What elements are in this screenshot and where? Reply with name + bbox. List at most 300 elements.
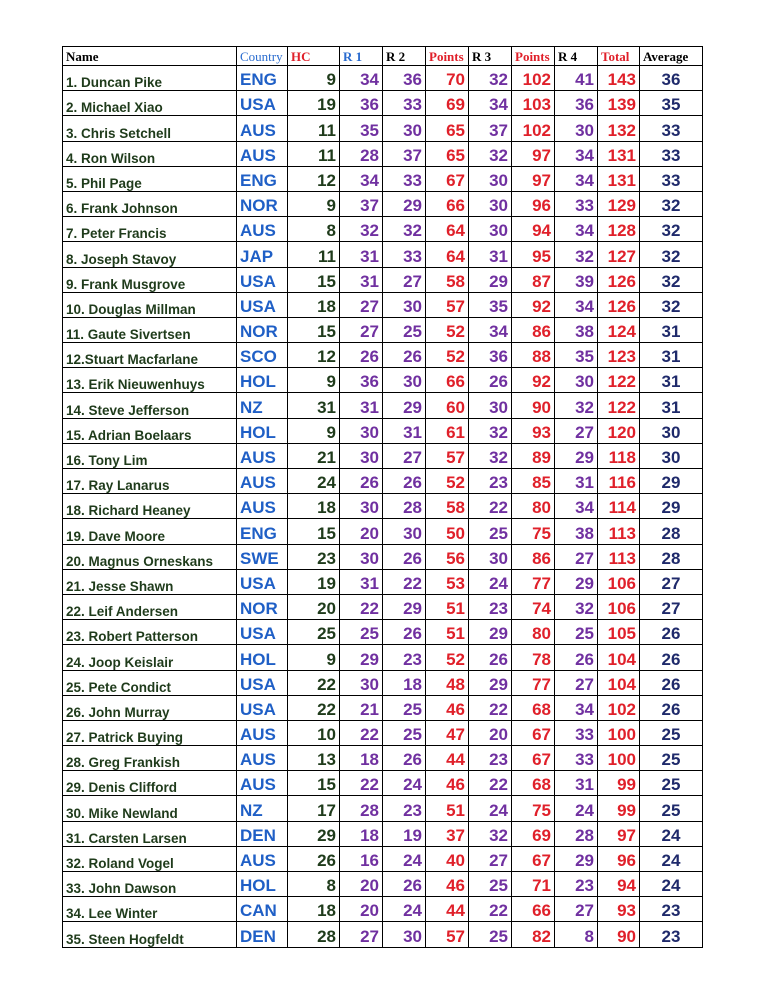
round-3-cell: 30 — [469, 166, 512, 191]
table-row — [63, 217, 703, 242]
header-name: Name — [63, 47, 237, 66]
table-row — [63, 368, 703, 393]
average-cell: 32 — [640, 292, 703, 317]
average-cell: 33 — [640, 141, 703, 166]
round-4-cell: 34 — [555, 217, 598, 242]
country-cell: USA — [237, 91, 288, 116]
table-row — [63, 594, 703, 619]
header-hc: HC — [288, 47, 340, 66]
country-cell: USA — [237, 292, 288, 317]
header-average: Average — [640, 47, 703, 66]
average-cell: 33 — [640, 166, 703, 191]
average-cell: 30 — [640, 418, 703, 443]
table-row — [63, 544, 703, 569]
average-cell: 27 — [640, 594, 703, 619]
player-name-cell: 16. Tony Lim — [63, 443, 237, 468]
results-table — [62, 46, 703, 948]
total-cell: 106 — [598, 594, 640, 619]
points-1-cell: 51 — [426, 620, 469, 645]
round-1-cell: 26 — [340, 343, 383, 368]
round-1-cell: 18 — [340, 821, 383, 846]
handicap-cell: 19 — [288, 91, 340, 116]
points-1-cell: 60 — [426, 393, 469, 418]
handicap-cell: 20 — [288, 594, 340, 619]
round-1-cell: 18 — [340, 746, 383, 771]
round-4-cell: 23 — [555, 872, 598, 897]
player-name-cell: 17. Ray Lanarus — [63, 469, 237, 494]
points-1-cell: 53 — [426, 569, 469, 594]
round-2-cell: 26 — [383, 544, 426, 569]
total-cell: 94 — [598, 872, 640, 897]
total-cell: 102 — [598, 695, 640, 720]
round-1-cell: 28 — [340, 796, 383, 821]
country-cell: ENG — [237, 66, 288, 91]
average-cell: 23 — [640, 922, 703, 947]
round-3-cell: 29 — [469, 620, 512, 645]
round-2-cell: 29 — [383, 393, 426, 418]
average-cell: 27 — [640, 569, 703, 594]
points-2-cell: 80 — [512, 620, 555, 645]
points-1-cell: 52 — [426, 317, 469, 342]
handicap-cell: 28 — [288, 922, 340, 947]
points-1-cell: 69 — [426, 91, 469, 116]
round-3-cell: 37 — [469, 116, 512, 141]
table-row — [63, 116, 703, 141]
round-2-cell: 27 — [383, 267, 426, 292]
round-3-cell: 29 — [469, 670, 512, 695]
round-1-cell: 34 — [340, 166, 383, 191]
average-cell: 28 — [640, 544, 703, 569]
total-cell: 124 — [598, 317, 640, 342]
player-name-cell: 35. Steen Hogfeldt — [63, 922, 237, 947]
points-2-cell: 67 — [512, 746, 555, 771]
round-2-cell: 23 — [383, 645, 426, 670]
round-3-cell: 35 — [469, 292, 512, 317]
total-cell: 114 — [598, 494, 640, 519]
country-cell: SCO — [237, 343, 288, 368]
average-cell: 36 — [640, 66, 703, 91]
round-4-cell: 8 — [555, 922, 598, 947]
points-2-cell: 67 — [512, 846, 555, 871]
table-row — [63, 191, 703, 216]
round-1-cell: 21 — [340, 695, 383, 720]
header-round-2: R 2 — [383, 47, 426, 66]
player-name-cell: 28. Greg Frankish — [63, 746, 237, 771]
header-points-2: Points — [512, 47, 555, 66]
player-name-cell: 12.Stuart Macfarlane — [63, 343, 237, 368]
total-cell: 104 — [598, 670, 640, 695]
round-2-cell: 30 — [383, 519, 426, 544]
total-cell: 139 — [598, 91, 640, 116]
total-cell: 104 — [598, 645, 640, 670]
total-cell: 131 — [598, 141, 640, 166]
round-4-cell: 30 — [555, 116, 598, 141]
round-4-cell: 34 — [555, 141, 598, 166]
table-row — [63, 343, 703, 368]
table-row — [63, 443, 703, 468]
round-1-cell: 20 — [340, 897, 383, 922]
points-2-cell: 75 — [512, 519, 555, 544]
round-2-cell: 33 — [383, 166, 426, 191]
total-cell: 126 — [598, 292, 640, 317]
header-round-1: R 1 — [340, 47, 383, 66]
round-4-cell: 29 — [555, 443, 598, 468]
player-name-cell: 2. Michael Xiao — [63, 91, 237, 116]
round-4-cell: 32 — [555, 594, 598, 619]
country-cell: AUS — [237, 116, 288, 141]
handicap-cell: 9 — [288, 418, 340, 443]
round-4-cell: 34 — [555, 292, 598, 317]
round-4-cell: 34 — [555, 695, 598, 720]
points-2-cell: 71 — [512, 872, 555, 897]
average-cell: 24 — [640, 846, 703, 871]
total-cell: 123 — [598, 343, 640, 368]
round-2-cell: 33 — [383, 242, 426, 267]
average-cell: 25 — [640, 796, 703, 821]
round-3-cell: 23 — [469, 469, 512, 494]
average-cell: 32 — [640, 267, 703, 292]
total-cell: 105 — [598, 620, 640, 645]
table-row — [63, 242, 703, 267]
points-2-cell: 78 — [512, 645, 555, 670]
points-2-cell: 82 — [512, 922, 555, 947]
player-name-cell: 6. Frank Johnson — [63, 191, 237, 216]
handicap-cell: 13 — [288, 746, 340, 771]
table-row — [63, 872, 703, 897]
player-name-cell: 22. Leif Andersen — [63, 594, 237, 619]
points-1-cell: 56 — [426, 544, 469, 569]
round-4-cell: 38 — [555, 519, 598, 544]
round-1-cell: 22 — [340, 720, 383, 745]
round-1-cell: 20 — [340, 872, 383, 897]
round-3-cell: 32 — [469, 66, 512, 91]
round-3-cell: 31 — [469, 242, 512, 267]
points-1-cell: 46 — [426, 771, 469, 796]
points-2-cell: 69 — [512, 821, 555, 846]
player-name-cell: 29. Denis Clifford — [63, 771, 237, 796]
round-1-cell: 34 — [340, 66, 383, 91]
average-cell: 24 — [640, 821, 703, 846]
round-4-cell: 39 — [555, 267, 598, 292]
total-cell: 97 — [598, 821, 640, 846]
points-1-cell: 58 — [426, 267, 469, 292]
average-cell: 32 — [640, 191, 703, 216]
table-row — [63, 267, 703, 292]
round-1-cell: 31 — [340, 393, 383, 418]
round-1-cell: 27 — [340, 922, 383, 947]
country-cell: ENG — [237, 166, 288, 191]
country-cell: NZ — [237, 796, 288, 821]
points-2-cell: 66 — [512, 897, 555, 922]
total-cell: 113 — [598, 519, 640, 544]
round-4-cell: 27 — [555, 897, 598, 922]
points-1-cell: 65 — [426, 116, 469, 141]
table-row — [63, 670, 703, 695]
table-row — [63, 620, 703, 645]
total-cell: 96 — [598, 846, 640, 871]
points-1-cell: 58 — [426, 494, 469, 519]
handicap-cell: 19 — [288, 569, 340, 594]
points-2-cell: 77 — [512, 569, 555, 594]
points-2-cell: 92 — [512, 292, 555, 317]
player-name-cell: 26. John Murray — [63, 695, 237, 720]
country-cell: AUS — [237, 720, 288, 745]
handicap-cell: 11 — [288, 116, 340, 141]
round-2-cell: 26 — [383, 469, 426, 494]
round-4-cell: 30 — [555, 368, 598, 393]
table-row — [63, 695, 703, 720]
round-4-cell: 31 — [555, 771, 598, 796]
total-cell: 132 — [598, 116, 640, 141]
average-cell: 35 — [640, 91, 703, 116]
average-cell: 31 — [640, 368, 703, 393]
total-cell: 100 — [598, 746, 640, 771]
player-name-cell: 8. Joseph Stavoy — [63, 242, 237, 267]
player-name-cell: 14. Steve Jefferson — [63, 393, 237, 418]
average-cell: 23 — [640, 897, 703, 922]
round-4-cell: 35 — [555, 343, 598, 368]
round-4-cell: 26 — [555, 645, 598, 670]
round-2-cell: 30 — [383, 368, 426, 393]
table-row — [63, 418, 703, 443]
total-cell: 120 — [598, 418, 640, 443]
points-2-cell: 74 — [512, 594, 555, 619]
round-1-cell: 16 — [340, 846, 383, 871]
points-2-cell: 96 — [512, 191, 555, 216]
points-2-cell: 87 — [512, 267, 555, 292]
average-cell: 32 — [640, 242, 703, 267]
points-1-cell: 70 — [426, 66, 469, 91]
header-round-4: R 4 — [555, 47, 598, 66]
handicap-cell: 8 — [288, 872, 340, 897]
points-1-cell: 46 — [426, 695, 469, 720]
handicap-cell: 22 — [288, 670, 340, 695]
round-4-cell: 32 — [555, 393, 598, 418]
round-3-cell: 30 — [469, 191, 512, 216]
round-1-cell: 22 — [340, 771, 383, 796]
average-cell: 26 — [640, 645, 703, 670]
player-name-cell: 34. Lee Winter — [63, 897, 237, 922]
total-cell: 128 — [598, 217, 640, 242]
points-1-cell: 40 — [426, 846, 469, 871]
round-2-cell: 29 — [383, 594, 426, 619]
handicap-cell: 11 — [288, 242, 340, 267]
player-name-cell: 33. John Dawson — [63, 872, 237, 897]
table-row — [63, 317, 703, 342]
points-1-cell: 64 — [426, 217, 469, 242]
table-row — [63, 66, 703, 91]
points-1-cell: 65 — [426, 141, 469, 166]
round-3-cell: 26 — [469, 368, 512, 393]
round-4-cell: 27 — [555, 670, 598, 695]
header-country: Country — [237, 47, 288, 66]
round-4-cell: 29 — [555, 569, 598, 594]
total-cell: 118 — [598, 443, 640, 468]
player-name-cell: 1. Duncan Pike — [63, 66, 237, 91]
total-cell: 129 — [598, 191, 640, 216]
round-4-cell: 34 — [555, 494, 598, 519]
header-row — [63, 47, 703, 66]
round-3-cell: 32 — [469, 141, 512, 166]
handicap-cell: 31 — [288, 393, 340, 418]
round-4-cell: 24 — [555, 796, 598, 821]
points-2-cell: 102 — [512, 116, 555, 141]
total-cell: 90 — [598, 922, 640, 947]
round-1-cell: 30 — [340, 443, 383, 468]
country-cell: NZ — [237, 393, 288, 418]
round-1-cell: 22 — [340, 594, 383, 619]
round-3-cell: 32 — [469, 418, 512, 443]
player-name-cell: 27. Patrick Buying — [63, 720, 237, 745]
round-1-cell: 28 — [340, 141, 383, 166]
round-1-cell: 25 — [340, 620, 383, 645]
average-cell: 31 — [640, 343, 703, 368]
points-1-cell: 57 — [426, 922, 469, 947]
round-3-cell: 25 — [469, 872, 512, 897]
points-2-cell: 75 — [512, 796, 555, 821]
handicap-cell: 9 — [288, 66, 340, 91]
total-cell: 100 — [598, 720, 640, 745]
average-cell: 31 — [640, 393, 703, 418]
handicap-cell: 26 — [288, 846, 340, 871]
round-4-cell: 41 — [555, 66, 598, 91]
country-cell: HOL — [237, 418, 288, 443]
round-2-cell: 19 — [383, 821, 426, 846]
handicap-cell: 15 — [288, 267, 340, 292]
country-cell: AUS — [237, 469, 288, 494]
round-4-cell: 27 — [555, 544, 598, 569]
table-row — [63, 519, 703, 544]
handicap-cell: 10 — [288, 720, 340, 745]
average-cell: 30 — [640, 443, 703, 468]
total-cell: 93 — [598, 897, 640, 922]
round-2-cell: 25 — [383, 317, 426, 342]
handicap-cell: 21 — [288, 443, 340, 468]
round-3-cell: 25 — [469, 519, 512, 544]
player-name-cell: 10. Douglas Millman — [63, 292, 237, 317]
points-1-cell: 52 — [426, 469, 469, 494]
round-2-cell: 36 — [383, 66, 426, 91]
round-3-cell: 22 — [469, 695, 512, 720]
country-cell: JAP — [237, 242, 288, 267]
points-1-cell: 67 — [426, 166, 469, 191]
round-4-cell: 28 — [555, 821, 598, 846]
average-cell: 24 — [640, 872, 703, 897]
table-row — [63, 141, 703, 166]
country-cell: AUS — [237, 443, 288, 468]
round-3-cell: 30 — [469, 393, 512, 418]
handicap-cell: 22 — [288, 695, 340, 720]
handicap-cell: 11 — [288, 141, 340, 166]
table-row — [63, 922, 703, 947]
points-1-cell: 37 — [426, 821, 469, 846]
average-cell: 25 — [640, 771, 703, 796]
player-name-cell: 18. Richard Heaney — [63, 494, 237, 519]
player-name-cell: 31. Carsten Larsen — [63, 821, 237, 846]
country-cell: USA — [237, 267, 288, 292]
round-1-cell: 31 — [340, 242, 383, 267]
round-3-cell: 30 — [469, 544, 512, 569]
handicap-cell: 18 — [288, 897, 340, 922]
round-1-cell: 37 — [340, 191, 383, 216]
handicap-cell: 8 — [288, 217, 340, 242]
round-2-cell: 25 — [383, 720, 426, 745]
round-4-cell: 32 — [555, 242, 598, 267]
average-cell: 26 — [640, 620, 703, 645]
country-cell: USA — [237, 695, 288, 720]
round-1-cell: 36 — [340, 91, 383, 116]
total-cell: 131 — [598, 166, 640, 191]
round-2-cell: 24 — [383, 846, 426, 871]
round-2-cell: 30 — [383, 116, 426, 141]
points-2-cell: 92 — [512, 368, 555, 393]
average-cell: 29 — [640, 494, 703, 519]
handicap-cell: 23 — [288, 544, 340, 569]
table-row — [63, 91, 703, 116]
player-name-cell: 11. Gaute Sivertsen — [63, 317, 237, 342]
points-1-cell: 66 — [426, 368, 469, 393]
country-cell: AUS — [237, 494, 288, 519]
table-row — [63, 393, 703, 418]
country-cell: AUS — [237, 746, 288, 771]
points-1-cell: 47 — [426, 720, 469, 745]
round-4-cell: 38 — [555, 317, 598, 342]
round-2-cell: 25 — [383, 695, 426, 720]
country-cell: USA — [237, 620, 288, 645]
points-2-cell: 86 — [512, 544, 555, 569]
total-cell: 122 — [598, 368, 640, 393]
round-2-cell: 24 — [383, 897, 426, 922]
points-2-cell: 103 — [512, 91, 555, 116]
average-cell: 26 — [640, 670, 703, 695]
round-3-cell: 25 — [469, 922, 512, 947]
points-1-cell: 57 — [426, 292, 469, 317]
handicap-cell: 25 — [288, 620, 340, 645]
round-3-cell: 20 — [469, 720, 512, 745]
handicap-cell: 9 — [288, 645, 340, 670]
handicap-cell: 9 — [288, 368, 340, 393]
round-3-cell: 24 — [469, 796, 512, 821]
average-cell: 31 — [640, 317, 703, 342]
points-1-cell: 52 — [426, 645, 469, 670]
round-2-cell: 27 — [383, 443, 426, 468]
table-row — [63, 821, 703, 846]
round-1-cell: 27 — [340, 317, 383, 342]
handicap-cell: 15 — [288, 317, 340, 342]
round-2-cell: 28 — [383, 494, 426, 519]
country-cell: DEN — [237, 821, 288, 846]
round-2-cell: 30 — [383, 292, 426, 317]
table-body — [63, 66, 703, 948]
points-1-cell: 46 — [426, 872, 469, 897]
country-cell: USA — [237, 670, 288, 695]
points-1-cell: 44 — [426, 746, 469, 771]
round-3-cell: 32 — [469, 821, 512, 846]
round-2-cell: 32 — [383, 217, 426, 242]
points-1-cell: 51 — [426, 796, 469, 821]
average-cell: 28 — [640, 519, 703, 544]
player-name-cell: 24. Joop Keislair — [63, 645, 237, 670]
round-1-cell: 31 — [340, 267, 383, 292]
country-cell: NOR — [237, 317, 288, 342]
player-name-cell: 3. Chris Setchell — [63, 116, 237, 141]
total-cell: 127 — [598, 242, 640, 267]
handicap-cell: 12 — [288, 166, 340, 191]
round-1-cell: 30 — [340, 670, 383, 695]
table-row — [63, 569, 703, 594]
table-row — [63, 292, 703, 317]
points-2-cell: 93 — [512, 418, 555, 443]
